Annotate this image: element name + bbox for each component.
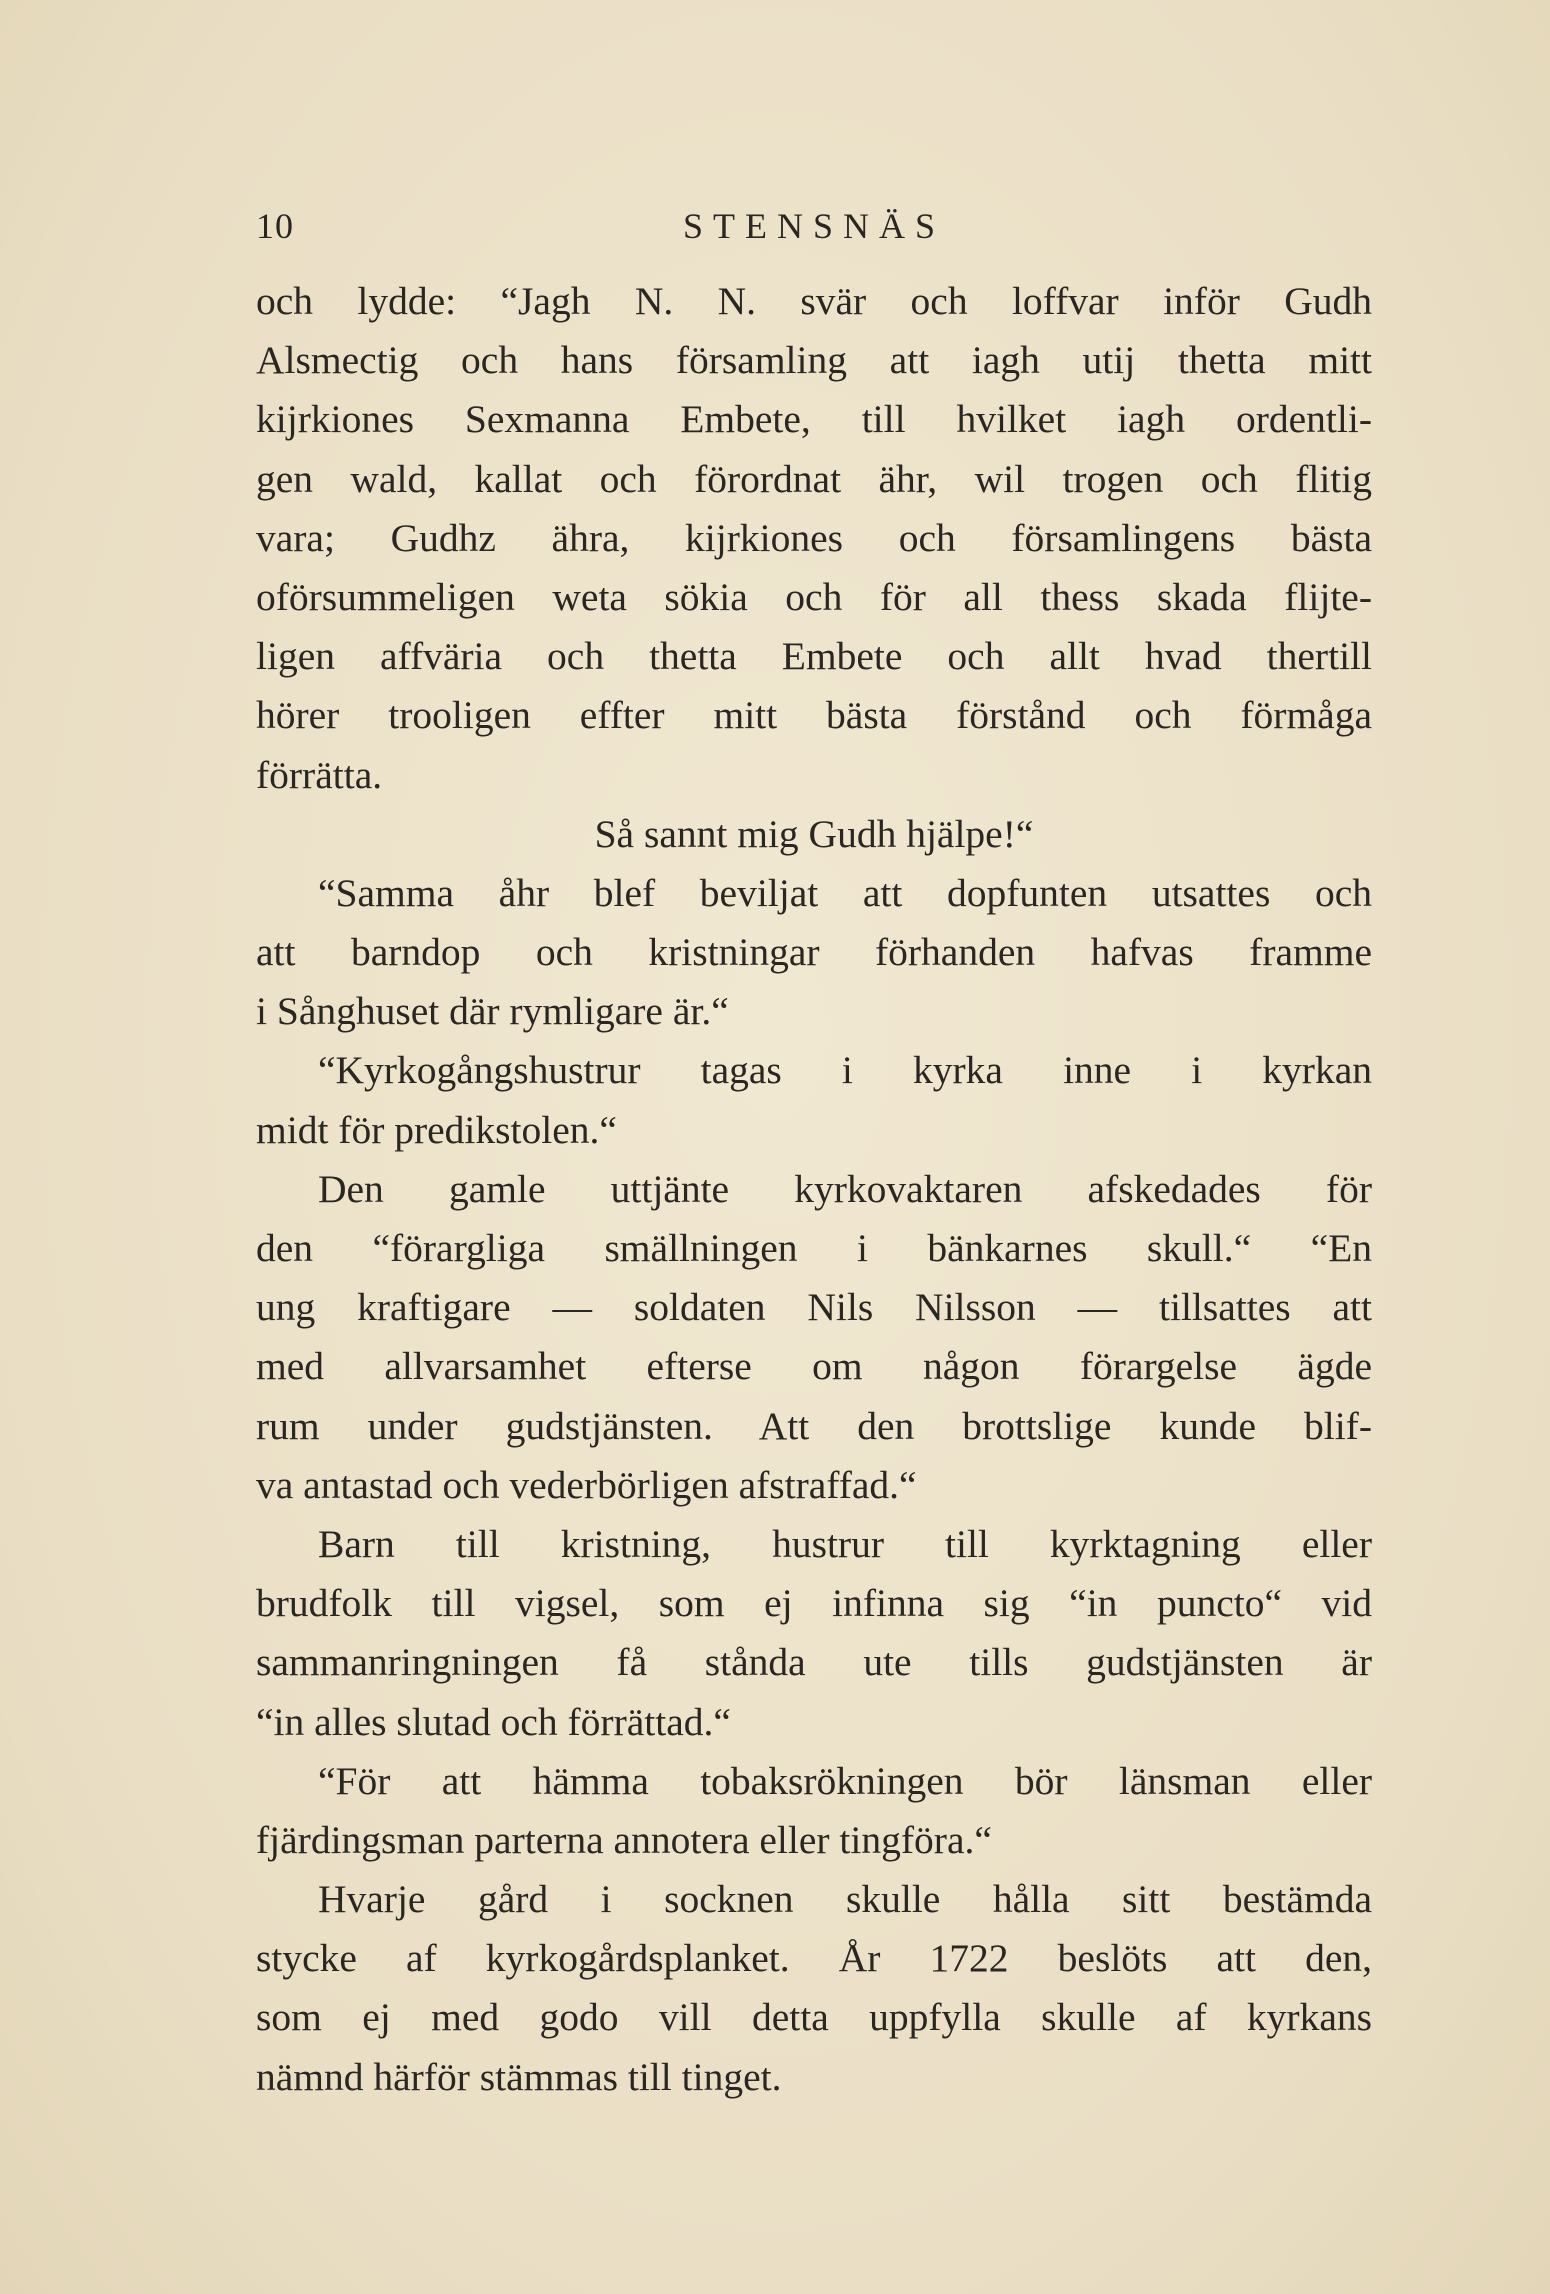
page-number: 10	[256, 206, 294, 246]
page-header	[256, 205, 1372, 255]
text-line: va antastad och vederbörligen afstraffad.“	[256, 1462, 917, 1507]
text-line: Den gamle uttjänte kyrkovaktaren afskedades för	[318, 1166, 1372, 1211]
text-line: som ej med godo vill detta uppfylla skulle af kyrkans	[256, 1995, 1372, 2040]
text-line: Hvarje gård i socknen skulle hålla sitt bestämda	[318, 1877, 1372, 1922]
text-line: “Kyrkogångshustrur tagas i kyrka inne i kyrkan	[318, 1048, 1372, 1093]
text-line: ung kraftigare — soldaten Nils Nilsson — tillsattes att	[256, 1285, 1372, 1330]
text-line: Barn till kristning, hustrur till kyrktagning eller	[318, 1521, 1372, 1566]
text-line: i Sånghuset där rymligare är.“	[256, 989, 729, 1034]
text-line: fjärdingsman parterna annotera eller tingföra.“	[256, 1817, 992, 1862]
text-line: gen wald, kallat och förordnat ähr, wil trogen och flitig	[256, 456, 1372, 501]
text-line: hörer trooligen effter mitt bästa förstånd och förmåga	[256, 693, 1372, 738]
text-line: vara; Gudhz ähra, kiјrkiones och församlingens bästa	[256, 515, 1372, 560]
text-line: Alsmectig och hans församling att iagh utij thetta mitt	[256, 338, 1372, 383]
text-line: att barndop och kristningar förhanden hafvas framme	[256, 930, 1372, 975]
text-line: oförsummeligen weta sökia och för all thess skada flijte-	[256, 574, 1372, 619]
text-line: nämnd härför stämmas till tinget.	[256, 2054, 782, 2099]
text-line: stycke af kyrkogårdsplanket. År 1722 beslöts att den,	[256, 1936, 1372, 1981]
text-line: och lydde: “Jagh N. N. svär och loffvar inför Gudh	[256, 279, 1372, 323]
text-line: Så sannt mig Gudh hjälpe!“	[594, 811, 1034, 856]
text-line: “in alles slutad och förrättad.“	[256, 1699, 731, 1744]
text-line: ligen affväria och thetta Embete och allt hvad thertill	[256, 634, 1372, 679]
text-line: rum under gudstjänsten. Att den brottslige kunde blif-	[256, 1403, 1372, 1448]
body-text	[256, 272, 1372, 2107]
text-line: brudfolk till vigsel, som ej infinna sig “in puncto“ vid	[256, 1581, 1372, 1626]
text-line: midt för predikstolen.“	[256, 1107, 617, 1152]
text-line: “För att hämma tobaksrökningen bör länsman eller	[318, 1758, 1372, 1803]
text-line: den “förargliga smällningen i bänkarnes skull.“ “En	[256, 1226, 1372, 1270]
running-title: STENSNÄS	[682, 206, 946, 246]
text-line: “Samma åhr blef beviljat att dopfunten utsattes och	[318, 870, 1372, 915]
text-line: sammanringningen få stånda ute tills gudstjänsten är	[256, 1640, 1372, 1685]
text-line: förrätta.	[256, 752, 383, 797]
text-line: med allvarsamhet efterse om någon förargelse ägde	[256, 1344, 1372, 1389]
text-line: kiјrkiones Sexmanna Embete, till hvilket iagh ordentli-	[256, 397, 1372, 442]
